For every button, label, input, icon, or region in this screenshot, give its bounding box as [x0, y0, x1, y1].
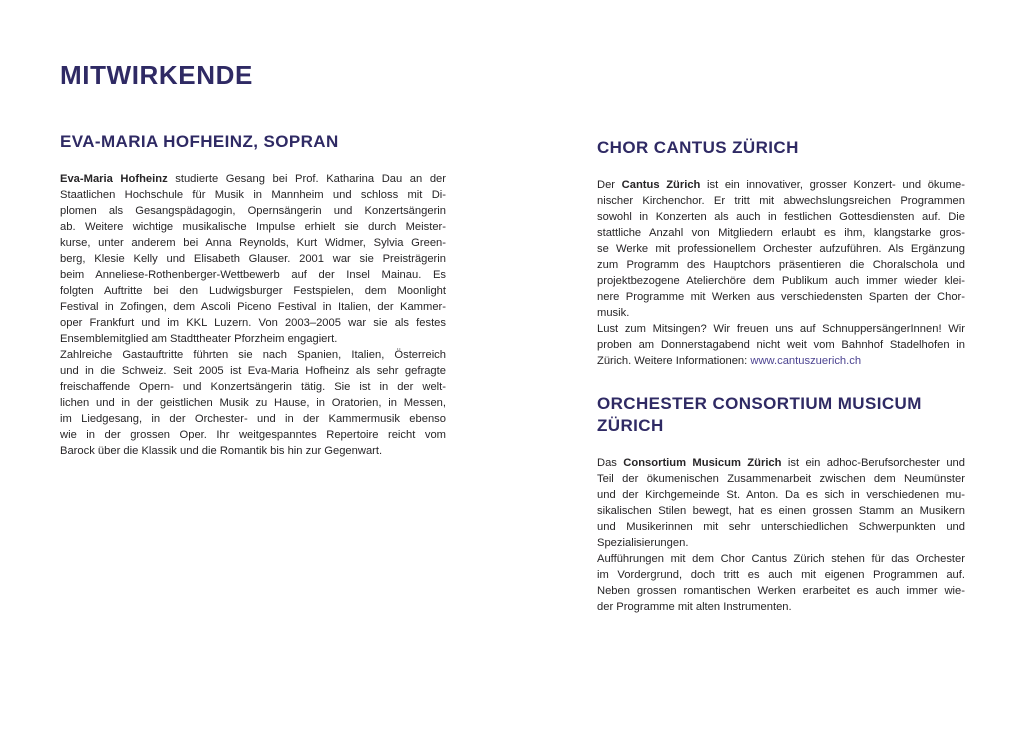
text-line: Der Cantus Zürich ist ein innovativer, grosser Konzert- und ökume- — [597, 179, 965, 191]
text-line: und in die Schweiz. Seit 2005 ist Eva-Maria Hofheinz als sehr gefragte — [60, 365, 446, 377]
soprano-bio-text — [60, 171, 446, 459]
bold-name: Consortium Musicum Zürich — [623, 457, 782, 469]
soprano-section-heading: EVA-MARIA HOFHEINZ, SOPRAN — [60, 132, 339, 151]
text-line: Neben grossen romantischen Werken erarbeitet es auch immer wie- — [597, 585, 965, 597]
text-line: kurse, unter anderem bei Anna Reynolds, Kurt Widmer, Sylvia Green- — [60, 237, 446, 249]
text-line: Aufführungen mit dem Chor Cantus Zürich stehen für das Orchester — [597, 553, 965, 565]
text-line: Festival in Zofingen, dem Ascoli Piceno Festival in Italien, der Kammer- — [60, 301, 446, 313]
text-line: se Werke mit professionellem Orchester aufzuführen. Als Ergänzung — [597, 243, 965, 255]
text-line: Zürich. Weitere Informationen: www.cantuszuerich.ch — [597, 355, 862, 367]
text-line: folgten Auftritte bei den Ludwigsburger Festspielen, dem Moonlight — [60, 285, 446, 297]
paragraph — [597, 177, 965, 321]
section-choir — [597, 137, 965, 369]
text-line: im Vordergrund, doch tritt es auch mit eigenen Programmen auf. — [597, 569, 965, 581]
text-line: im Liedgesang, in der Orchester- und in der Kammermusik ebenso — [60, 413, 446, 425]
left-column — [60, 131, 446, 459]
text-line: Staatlichen Hochschule für Musik in Mannheim und schloss mit Di- — [60, 189, 446, 201]
orchestra-section-heading: ORCHESTER CONSORTIUM MUSICUM ZÜRICH — [597, 394, 922, 435]
bold-name: Eva-Maria Hofheinz — [60, 173, 168, 185]
text-line: Eva-Maria Hofheinz studierte Gesang bei Prof. Katharina Dau an der — [60, 173, 446, 185]
paragraph — [597, 455, 965, 551]
text-line: Barock über die Klassik und die Romantik bis hin zur Gegenwart. — [60, 445, 383, 457]
bold-name: Cantus Zürich — [621, 179, 701, 191]
text-line: Das Consortium Musicum Zürich ist ein adhoc-Berufsorchester und — [597, 457, 965, 469]
text-line: projektbezogene Atelierchöre dem Publikum auch immer wieder klei- — [597, 275, 965, 287]
right-column — [597, 137, 965, 615]
text-line: der Programme mit alten Instrumenten. — [597, 601, 792, 613]
text-line: freischaffende Opern- und Konzertsängerin tätig. Sie ist in der welt- — [60, 381, 446, 393]
text-line: ab. Weitere wichtige musikalische Impulse erhielt sie durch Meister- — [60, 221, 446, 233]
text-line: Zahlreiche Gastauftritte führten sie nach Spanien, Italien, Österreich — [60, 349, 446, 361]
paragraph — [597, 321, 965, 369]
text-line: lichen und in der geistlichen Musik zu Hause, in Oratorien, in Messen, — [60, 397, 446, 409]
paragraph — [60, 347, 446, 459]
text-line: plomen als Gesangspädagogin, Opernsängerin und Konzertsängerin — [60, 205, 446, 217]
text-line: oper Frankfurt und im KKL Luzern. Von 2003–2005 war sie als festes — [60, 317, 446, 329]
section-orchestra — [597, 393, 965, 615]
text-line: berg, Klesie Kelly und Elisabeth Glauser. 2001 war sie Preisträgerin — [60, 253, 446, 265]
text-line: nere Programme mit Werken aus verschiedensten Sparten der Chor- — [597, 291, 965, 303]
website-link[interactable]: www.cantuszuerich.ch — [750, 355, 862, 367]
choir-section-heading: CHOR CANTUS ZÜRICH — [597, 138, 799, 157]
paragraph — [60, 171, 446, 347]
text-line: nischer Kirchenchor. Er tritt mit abwechslungsreichen Programmen — [597, 195, 965, 207]
text-line: wie in der grossen Oper. Ihr weitgespanntes Repertoire reicht vom — [60, 429, 446, 441]
paragraph — [597, 551, 965, 615]
text-line: und Musikerinnen mit sehr unterschiedlichen Schwerpunkten und — [597, 521, 965, 533]
text-line: musik. — [597, 307, 630, 319]
orchestra-description-text — [597, 455, 965, 615]
text-line: Teil der ökumenischen Zusammenarbeit zwischen dem Neumünster — [597, 473, 965, 485]
text-line: beim Anneliese-Rothenberger-Wettbewerb auf der Insel Mainau. Es — [60, 269, 446, 281]
text-line: stattliche Anzahl von Mitgliedern erlaubt es ihm, klangstarke gros- — [597, 227, 965, 239]
section-soprano — [60, 131, 446, 459]
page-title: MITWIRKENDE — [60, 60, 253, 90]
text-line: und der Kirchgemeinde St. Anton. Da es sich in verschiedenen mu- — [597, 489, 965, 501]
text-line: zum Programm des Hauptchors präsentieren die Choralschola und — [597, 259, 965, 271]
text-line: Ensemblemitglied am Stadttheater Pforzheim engagiert. — [60, 333, 338, 345]
choir-description-text — [597, 177, 965, 369]
text-line: proben am Donnerstagabend nicht weit vom Bahnhof Stadelhofen in — [597, 339, 965, 351]
text-line: sowohl in Konzerten als auch in festlichen Gottesdiensten auf. Die — [597, 211, 965, 223]
text-line: sikalischen Stilen bewegt, hat es einen grossen Stamm an Musikern — [597, 505, 965, 517]
text-line: Lust zum Mitsingen? Wir freuen uns auf SchnuppersängerInnen! Wir — [597, 323, 965, 335]
text-line: Spezialisierungen. — [597, 537, 689, 549]
